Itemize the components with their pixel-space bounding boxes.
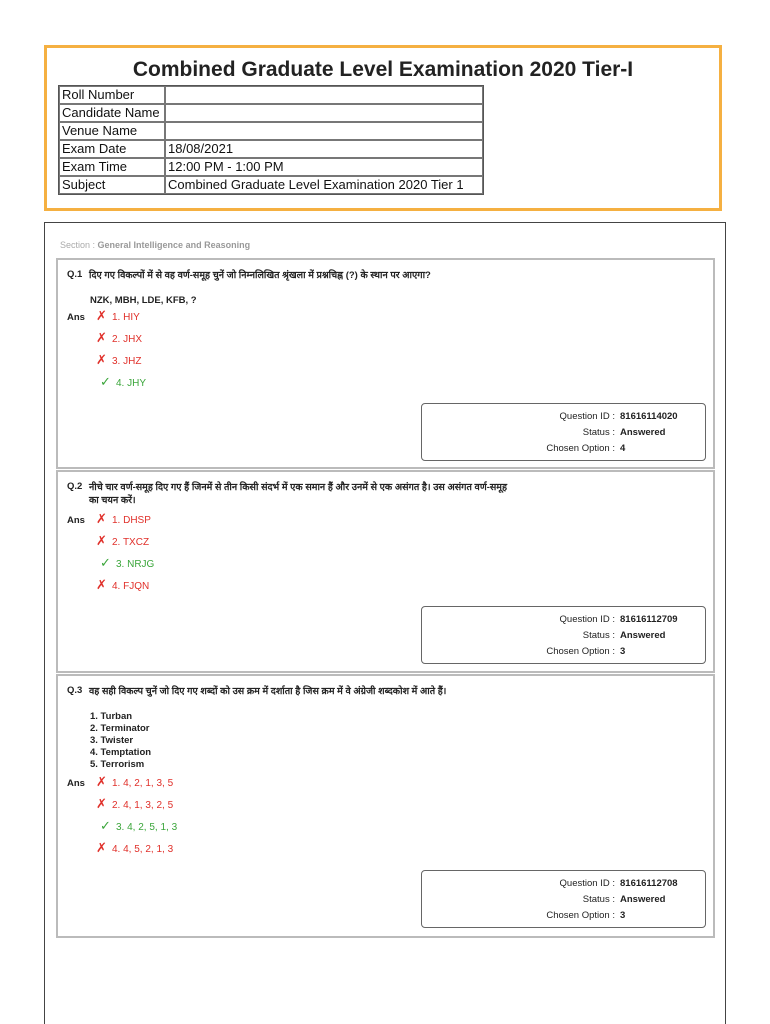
question-number: Q.2 [67, 481, 83, 492]
option-label: 2. TXCZ [112, 537, 150, 548]
option-3 [100, 556, 154, 572]
ans-label: Ans [67, 312, 85, 323]
info-value [165, 122, 483, 140]
question-card-2 [56, 470, 715, 673]
question-meta-box [421, 870, 706, 928]
option-label: 1. HIY [112, 312, 140, 323]
option-4 [100, 375, 146, 391]
info-value [165, 104, 483, 122]
cross-icon: ✗ [96, 511, 107, 526]
option-label: 4. FJQN [112, 581, 150, 592]
ans-label: Ans [67, 778, 85, 789]
question-meta-box [421, 403, 706, 461]
question-id-value: 81616114020 [620, 411, 678, 422]
option-label: 4. 4, 5, 2, 1, 3 [112, 844, 174, 855]
info-value: 18/08/2021 [165, 140, 483, 158]
status-label: Status : [582, 630, 615, 641]
option-label: 3. NRJG [116, 559, 155, 570]
option-label: 2. JHX [112, 334, 143, 345]
question-id-value: 81616112709 [620, 614, 678, 625]
option-1 [96, 309, 140, 325]
cross-icon: ✗ [96, 308, 107, 323]
info-label: Roll Number [59, 86, 165, 104]
info-row-venue-name [59, 122, 483, 140]
chosen-option-value: 3 [620, 646, 626, 657]
exam-title: Combined Graduate Level Examination 2020 Tier-I [132, 58, 634, 81]
info-label: Exam Time [59, 158, 165, 176]
info-row-subject [59, 176, 483, 194]
check-icon: ✓ [100, 374, 111, 389]
option-3 [96, 353, 141, 369]
option-label: 1. 4, 2, 1, 3, 5 [112, 778, 174, 789]
question-text: दिए गए विकल्पों में से वह वर्ण-समूह चुनें जो निम्नलिखित श्रृंखला में प्रश्नचिह्न (?) के स्थान पर आएगा? [89, 270, 431, 281]
cross-icon: ✗ [96, 352, 107, 367]
option-1 [96, 512, 151, 528]
cross-icon: ✗ [96, 796, 107, 811]
chosen-option-value: 3 [620, 910, 626, 921]
status-value: Answered [620, 427, 666, 438]
option-4 [96, 841, 173, 857]
cross-icon: ✗ [96, 774, 107, 789]
question-text: वह सही विकल्प चुनें जो दिए गए शब्दों को उस क्रम में दर्शाता है जिस क्रम में वे अंग्रेजी शब्दकोश में आते हैं। [89, 686, 447, 697]
exam-header [44, 45, 722, 211]
word-item: 5. Terrorism [90, 759, 145, 770]
option-2 [96, 534, 149, 550]
chosen-option-label: Chosen Option : [546, 443, 615, 454]
option-label: 1. DHSP [112, 515, 151, 526]
option-label: 3. JHZ [112, 356, 142, 367]
question-meta-box [421, 606, 706, 664]
info-value [165, 86, 483, 104]
question-card-1 [56, 258, 715, 469]
option-label: 2. 4, 1, 3, 2, 5 [112, 800, 174, 811]
cross-icon: ✗ [96, 330, 107, 345]
section-name: General Intelligence and Reasoning [97, 240, 251, 250]
info-label: Venue Name [59, 122, 165, 140]
status-value: Answered [620, 630, 666, 641]
info-row-roll-number [59, 86, 483, 104]
question-series: NZK, MBH, LDE, KFB, ? [90, 295, 197, 306]
option-label: 3. 4, 2, 5, 1, 3 [116, 822, 178, 833]
question-number: Q.3 [67, 685, 83, 696]
chosen-option-label: Chosen Option : [546, 910, 615, 921]
info-label: Exam Date [59, 140, 165, 158]
info-label: Subject [59, 176, 165, 194]
question-paper [44, 222, 726, 1024]
info-row-candidate-name [59, 104, 483, 122]
info-row-exam-time [59, 158, 483, 176]
question-card-3 [56, 674, 715, 938]
info-row-exam-date [59, 140, 483, 158]
check-icon: ✓ [100, 818, 111, 833]
word-item: 2. Terminator [90, 723, 150, 734]
word-item: 3. Twister [90, 735, 134, 746]
section-prefix: Section : [60, 240, 98, 250]
check-icon: ✓ [100, 555, 111, 570]
word-list [90, 711, 151, 771]
cross-icon: ✗ [96, 840, 107, 855]
word-item: 1. Turban [90, 711, 133, 722]
info-value: 12:00 PM - 1:00 PM [165, 158, 483, 176]
option-1 [96, 775, 173, 791]
word-item: 4. Temptation [90, 747, 152, 758]
question-id-value: 81616112708 [620, 878, 678, 889]
option-2 [96, 797, 173, 813]
option-label: 4. JHY [116, 378, 147, 389]
question-id-label: Question ID : [559, 614, 615, 625]
status-label: Status : [582, 894, 615, 905]
info-label: Candidate Name [59, 104, 165, 122]
question-id-label: Question ID : [559, 878, 615, 889]
question-number: Q.1 [67, 269, 83, 280]
cross-icon: ✗ [96, 533, 107, 548]
info-value: Combined Graduate Level Examination 2020 Tier 1 [165, 176, 483, 194]
option-3 [100, 819, 177, 835]
cross-icon: ✗ [96, 577, 107, 592]
chosen-option-value: 4 [620, 443, 626, 454]
question-text: नीचे चार वर्ण-समूह दिए गए हैं जिनमें से तीन किसी संदर्भ में एक समान हैं और उनमें से एक असंगत है। उस असंगत वर्ण-समूह का चयन करें। [89, 482, 508, 506]
candidate-info-table [58, 85, 484, 195]
status-label: Status : [582, 427, 615, 438]
status-value: Answered [620, 894, 666, 905]
ans-label: Ans [67, 515, 85, 526]
option-4 [96, 578, 149, 594]
option-2 [96, 331, 142, 347]
section-label [60, 240, 250, 250]
chosen-option-label: Chosen Option : [546, 646, 615, 657]
question-id-label: Question ID : [559, 411, 615, 422]
